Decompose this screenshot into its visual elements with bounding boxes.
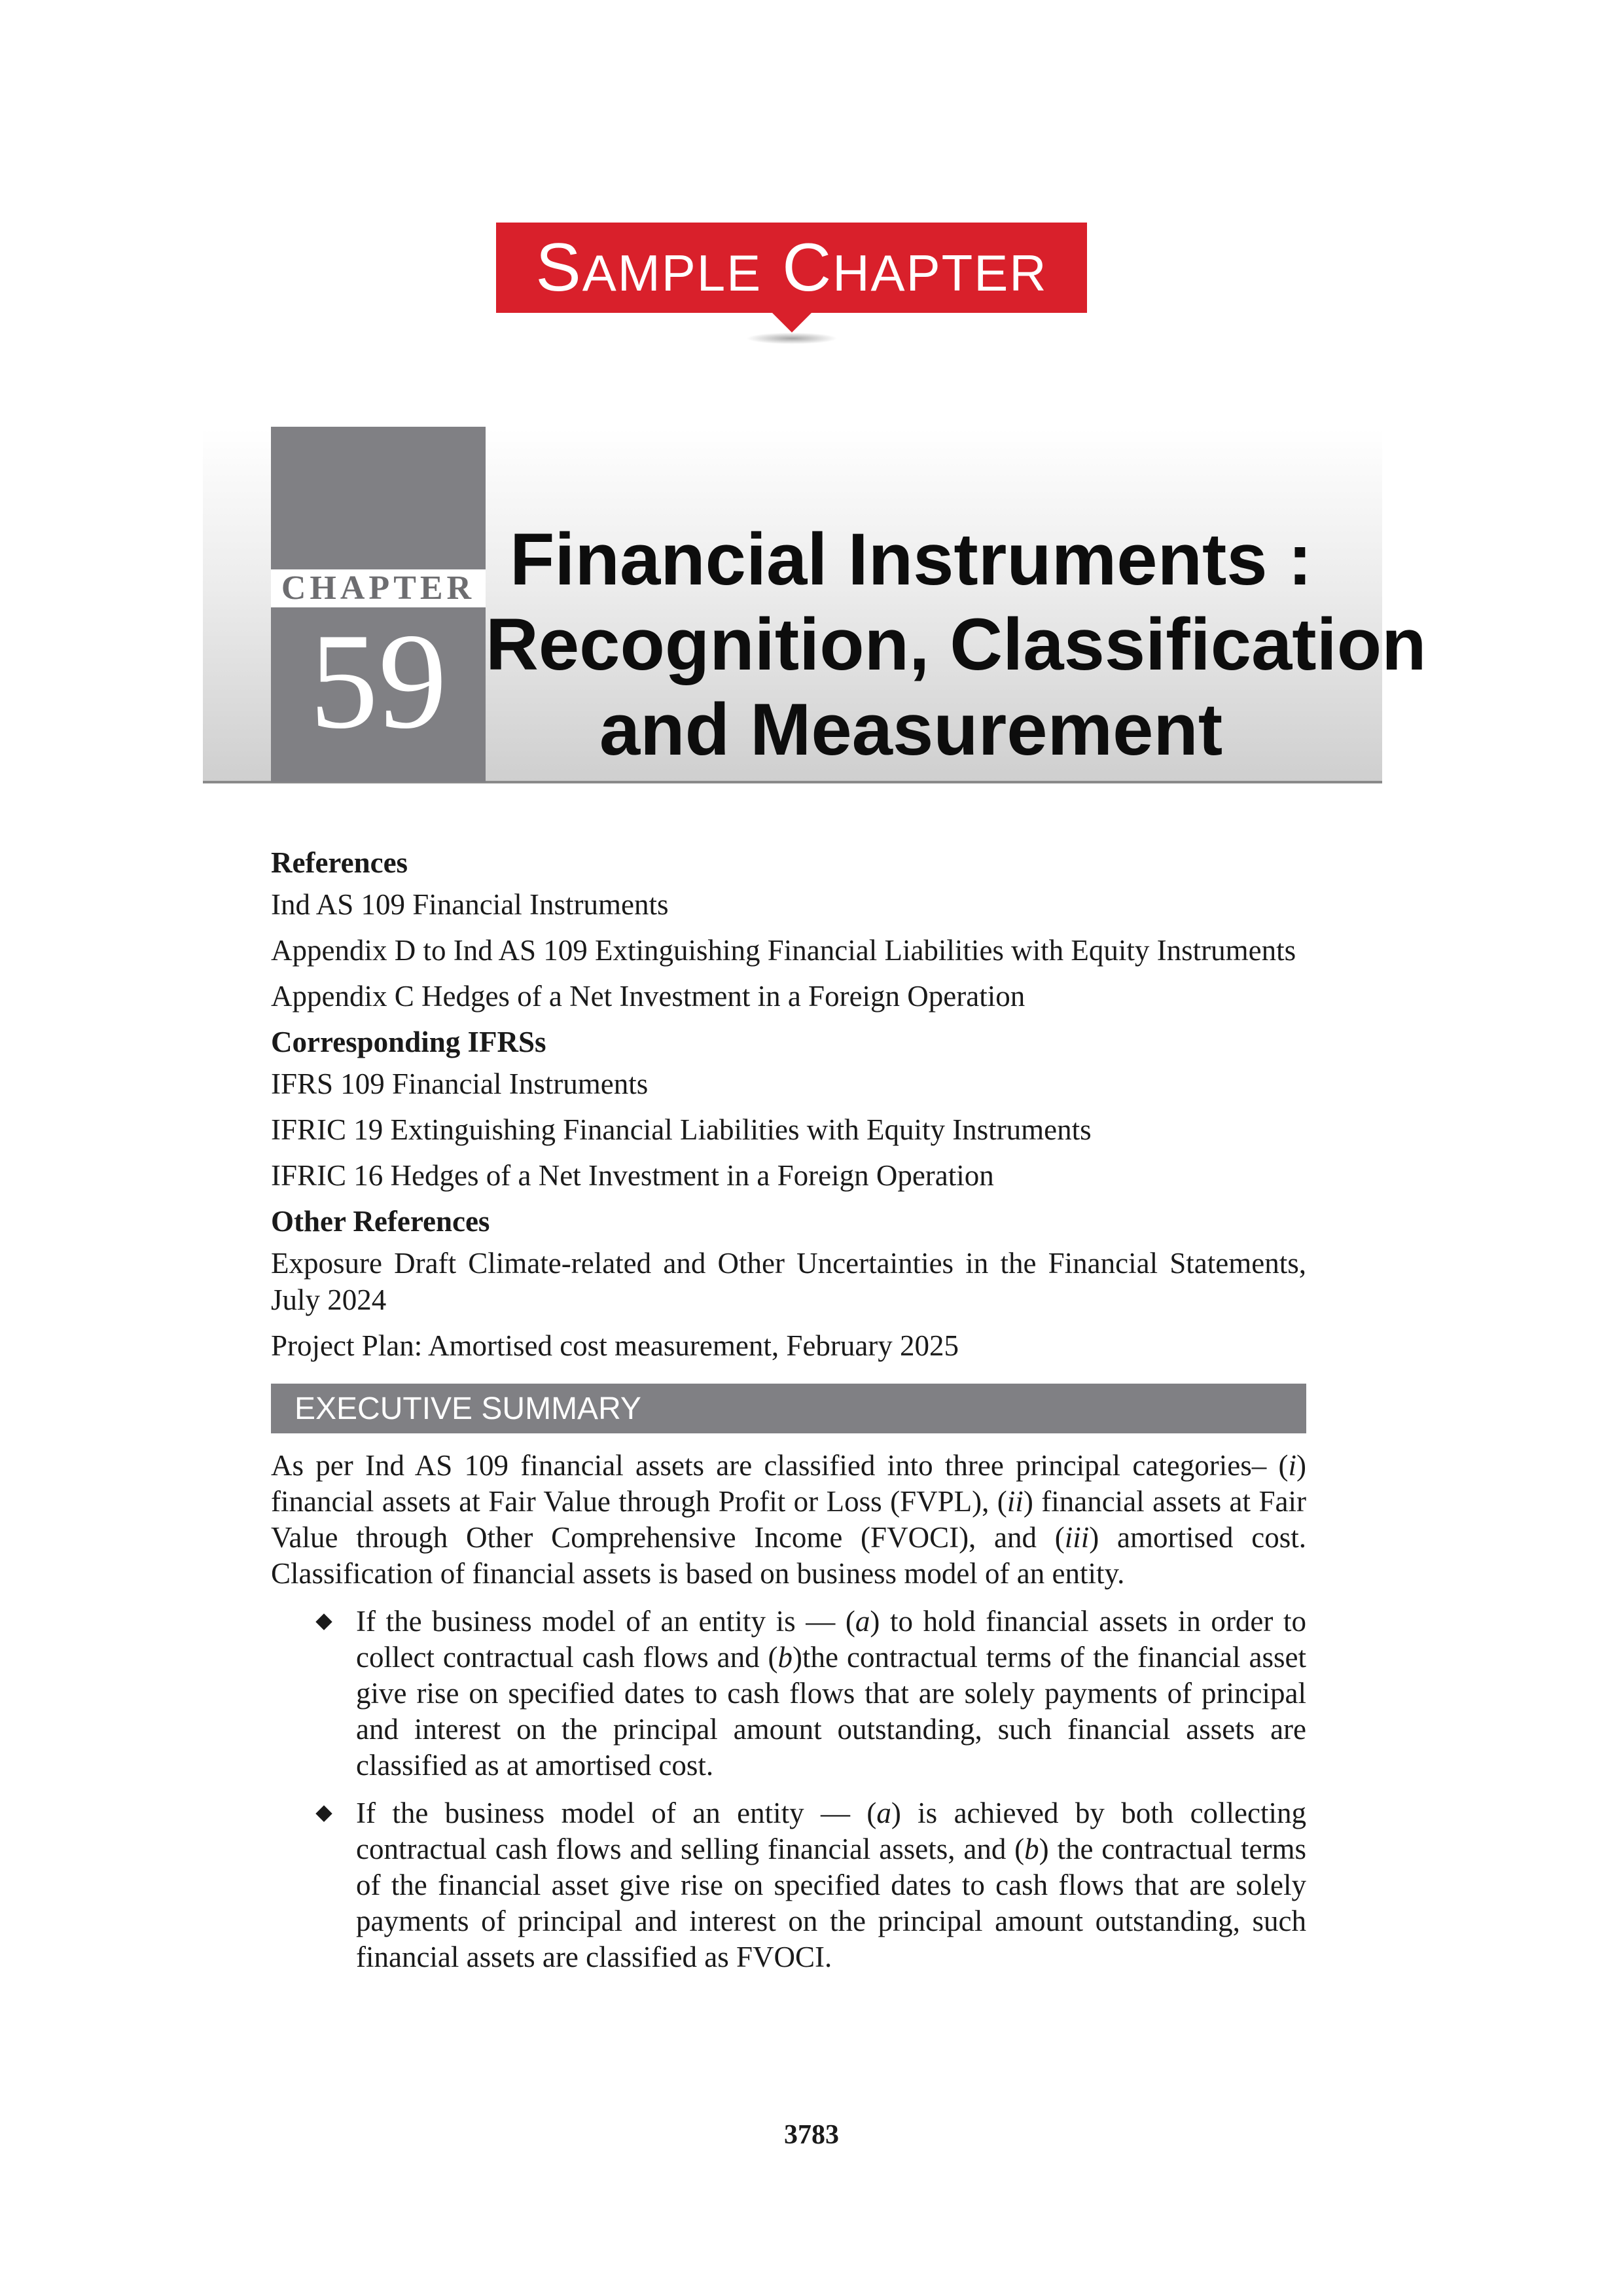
intro-roman-i: i xyxy=(1288,1449,1296,1482)
sample-chapter-banner xyxy=(496,223,1087,313)
chapter-label: CHAPTER xyxy=(271,569,486,607)
banner-word-hapter: HAPTER xyxy=(832,244,1048,302)
diamond-bullet-icon xyxy=(315,1805,332,1821)
chapter-title-line: and Measurement xyxy=(599,689,1223,770)
chapter-title-line: Financial Instruments : xyxy=(510,518,1312,600)
intro-text: ) financial assets at Fair Value through Other Comprehensive Income (FVOCI), and ( xyxy=(271,1485,1306,1554)
bullet-letter-a: a xyxy=(876,1797,891,1829)
banner-initial-c: C xyxy=(782,230,833,306)
corresponding-ifrs-heading: Corresponding IFRSs xyxy=(271,1026,546,1058)
bullet-letter-b: b xyxy=(777,1641,793,1674)
chapter-number: 59 xyxy=(310,605,447,757)
intro-text: ) financial assets at Fair Value through Profit or Loss (FVPL), ( xyxy=(271,1449,1306,1518)
bullet-letter-b: b xyxy=(1024,1833,1039,1865)
bullet-text: If the business model of an entity — ( xyxy=(356,1797,877,1829)
other-reference-item: Project Plan: Amortised cost measurement, February 2025 xyxy=(271,1329,959,1362)
chapter-content xyxy=(271,844,1306,1987)
diamond-bullet-icon xyxy=(315,1613,332,1630)
reference-item: Appendix D to Ind AS 109 Extinguishing Financial Liabilities with Equity Instruments xyxy=(271,934,1296,967)
intro-text: ) amortised cost. Classification of financial assets is based on business model of an entity. xyxy=(271,1521,1306,1590)
bullet-text: )the contractual terms of the financial asset give rise on specified dates to cash flows that are solely payments of principal and interest on the principal amount outstanding, such financial assets are classified as at amortised cost. xyxy=(356,1641,1306,1782)
summary-bullet-list xyxy=(271,1604,1306,1975)
reference-item: Ind AS 109 Financial Instruments xyxy=(271,888,669,921)
summary-bullet xyxy=(271,1604,1306,1784)
banner-initial-s: S xyxy=(535,230,582,306)
chapter-title xyxy=(486,517,1427,772)
bullet-text: ) is achieved by both collecting contractual cash flows and selling financial assets, and ( xyxy=(356,1797,1306,1865)
banner-word-ample: AMPLE xyxy=(582,244,762,302)
banner-pointer xyxy=(771,312,813,332)
executive-summary-intro xyxy=(271,1448,1306,1592)
corresponding-ifrs-item: IFRIC 19 Extinguishing Financial Liabilities with Equity Instruments xyxy=(271,1113,1092,1146)
summary-bullet xyxy=(271,1795,1306,1975)
corresponding-ifrs-item: IFRIC 16 Hedges of a Net Investment in a Foreign Operation xyxy=(271,1159,994,1192)
reference-item: Appendix C Hedges of a Net Investment in a Foreign Operation xyxy=(271,980,1026,1013)
corresponding-ifrs-item: IFRS 109 Financial Instruments xyxy=(271,1067,649,1100)
bullet-text: ) to hold financial assets in order to collect contractual cash flows and ( xyxy=(356,1605,1306,1674)
executive-summary-heading: EXECUTIVE SUMMARY xyxy=(271,1384,1306,1433)
bullet-letter-a: a xyxy=(855,1605,870,1638)
other-references-heading: Other References xyxy=(271,1205,490,1238)
chapter-title-line: Recognition, Classification xyxy=(486,603,1427,685)
bullet-text: ) the contractual terms of the financial asset give rise on specified dates to cash flows that are solely payments of principal and interest on the principal amount outstanding, such financial assets are classified as FVOCI. xyxy=(356,1833,1306,1973)
other-reference-item: Exposure Draft Climate-related and Other Uncertainties in the Financial Statements, July 2024 xyxy=(271,1247,1306,1316)
banner-shadow xyxy=(746,332,838,344)
page-number: 3783 xyxy=(784,2120,839,2150)
intro-text: As per Ind AS 109 financial assets are classified into three principal categories– ( xyxy=(271,1449,1289,1482)
intro-roman-ii: ii xyxy=(1007,1485,1024,1518)
bullet-text: If the business model of an entity is — ( xyxy=(356,1605,855,1638)
references-heading: References xyxy=(271,846,408,879)
intro-roman-iii: iii xyxy=(1064,1521,1090,1554)
